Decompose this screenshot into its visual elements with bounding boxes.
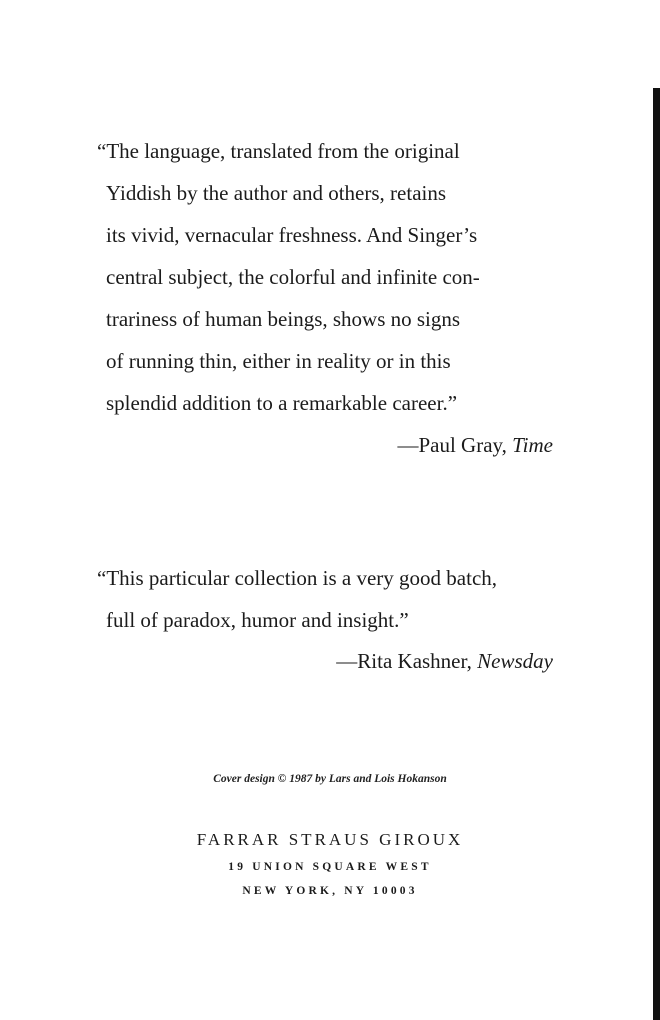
attribution-author: —Paul Gray, <box>397 433 507 457</box>
attribution-source: Time <box>512 433 553 457</box>
cover-design-credit: Cover design © 1987 by Lars and Lois Hokanson <box>213 773 447 785</box>
page-edge-bar <box>653 88 660 1020</box>
quote-line: splendid addition to a remarkable career.” <box>106 391 458 415</box>
review-quote-time <box>97 130 554 424</box>
quote-line: full of paradox, humor and insight.” <box>106 608 409 632</box>
attribution-source: Newsday <box>477 649 553 673</box>
publisher-name: FARRAR STRAUS GIROUX <box>196 830 464 849</box>
quote-line: trariness of human beings, shows no signs <box>106 307 461 331</box>
quote-attribution-newsday <box>336 647 553 675</box>
quote-line: “The language, translated from the original <box>97 139 460 163</box>
quote-line: Yiddish by the author and others, retains <box>106 181 447 205</box>
publisher-address-line-2: NEW YORK, NY 10003 <box>242 885 418 897</box>
attribution-author: —Rita Kashner, <box>336 649 472 673</box>
publisher-address-line-1: 19 UNION SQUARE WEST <box>228 861 432 873</box>
quote-line: its vivid, vernacular freshness. And Singer’s <box>106 223 478 247</box>
quote-line: of running thin, either in reality or in this <box>106 349 451 373</box>
quote-attribution-time <box>397 431 553 459</box>
review-quote-newsday <box>97 557 554 641</box>
quote-line: “This particular collection is a very good batch, <box>97 566 498 590</box>
quote-line: central subject, the colorful and infinite con- <box>106 265 480 289</box>
